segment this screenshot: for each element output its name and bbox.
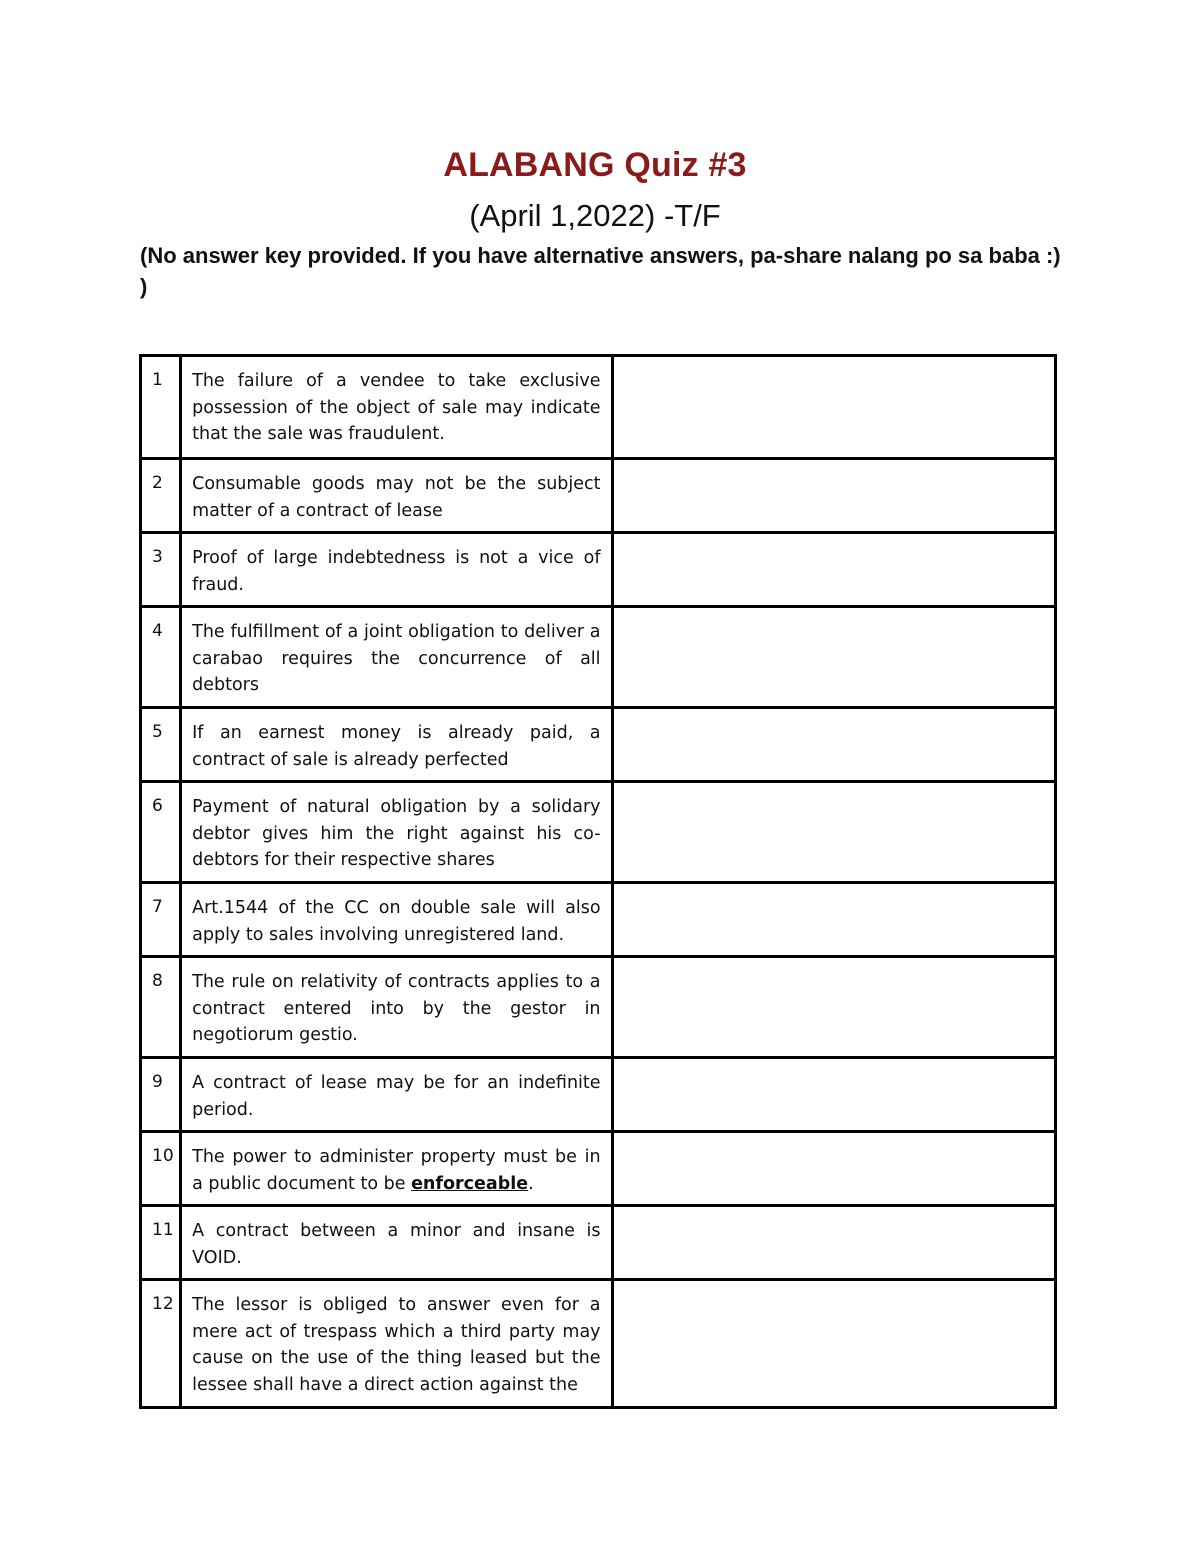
question-text: The failure of a vendee to take exclusive possession of the object of sale may indicate that the sale was fraudulent. [192, 371, 601, 444]
table-row [141, 957, 1056, 1058]
question-text: Payment of natural obligation by a solidary debtor gives him the right against his co-debtors for their respective shares [192, 797, 601, 870]
question-text: The lessor is obliged to answer even for a mere act of trespass which a third party may cause on the use of the thing leased but the lessee shall have a direct action against the [192, 1295, 601, 1395]
question-text [182, 1133, 610, 1203]
answer-cell[interactable] [612, 607, 1055, 708]
question-number: 4 [152, 621, 163, 641]
table-row [141, 1280, 1056, 1408]
answer-cell[interactable] [612, 782, 1055, 883]
answer-cell[interactable] [612, 356, 1055, 459]
question-cell [181, 883, 612, 957]
question-number: 1 [152, 370, 163, 390]
emphasized-word: enforceable [411, 1173, 529, 1194]
question-number-cell [141, 607, 181, 708]
question-cell [181, 1058, 612, 1132]
quiz-note: (No answer key provided. If you have alternative answers, pa-share nalang po sa baba :) ) [140, 243, 1061, 299]
answer-cell[interactable] [612, 459, 1055, 533]
question-cell [181, 1132, 612, 1206]
table-row [141, 356, 1056, 459]
table-row [141, 1132, 1056, 1206]
question-number: 10 [152, 1146, 174, 1166]
question-number: 3 [152, 547, 163, 567]
question-cell [181, 459, 612, 533]
question-number: 7 [152, 897, 163, 917]
answer-cell[interactable] [612, 533, 1055, 607]
answer-cell[interactable] [612, 883, 1055, 957]
question-cell [181, 708, 612, 782]
question-cell [181, 356, 612, 459]
question-number-cell [141, 957, 181, 1058]
table-row [141, 459, 1056, 533]
table-row [141, 1058, 1056, 1132]
question-number-cell [141, 1132, 181, 1206]
question-cell [181, 607, 612, 708]
quiz-table [139, 354, 1057, 1409]
question-text-part: . [528, 1173, 534, 1194]
question-number-cell [141, 459, 181, 533]
table-row [141, 1206, 1056, 1280]
question-text: If an earnest money is already paid, a contract of sale is already perfected [192, 723, 601, 770]
question-text: Consumable goods may not be the subject matter of a contract of lease [192, 474, 601, 521]
question-number: 6 [152, 796, 163, 816]
answer-cell[interactable] [612, 1058, 1055, 1132]
question-cell [181, 957, 612, 1058]
question-cell [181, 782, 612, 883]
question-number-cell [141, 708, 181, 782]
question-text: The rule on relativity of contracts applies to a contract entered into by the gestor in negotiorum gestio. [192, 972, 601, 1045]
table-row [141, 533, 1056, 607]
question-text: The fulfillment of a joint obligation to deliver a carabao requires the concurrence of all debtors [192, 622, 601, 695]
table-row [141, 708, 1056, 782]
question-text: A contract between a minor and insane is VOID. [192, 1221, 601, 1268]
quiz-date: (April 1,2022) -T/F [469, 198, 721, 233]
question-number-cell [141, 1058, 181, 1132]
quiz-title: ALABANG Quiz #3 [443, 146, 747, 184]
question-number-cell [141, 533, 181, 607]
question-cell [181, 1206, 612, 1280]
answer-cell[interactable] [612, 1280, 1055, 1408]
question-number-cell [141, 356, 181, 459]
question-text: Proof of large indebtedness is not a vice of fraud. [192, 548, 601, 595]
question-number-cell [141, 883, 181, 957]
table-row [141, 607, 1056, 708]
question-number: 11 [152, 1220, 174, 1240]
question-number-cell [141, 1280, 181, 1408]
question-number: 5 [152, 722, 163, 742]
question-text: Art.1544 of the CC on double sale will also apply to sales involving unregistered land. [192, 898, 601, 945]
answer-cell[interactable] [612, 1132, 1055, 1206]
question-number: 9 [152, 1072, 163, 1092]
question-number: 12 [152, 1294, 174, 1314]
answer-cell[interactable] [612, 1206, 1055, 1280]
answer-cell[interactable] [612, 708, 1055, 782]
question-text: A contract of lease may be for an indefinite period. [192, 1073, 601, 1120]
question-text-part: The power to administer property must be in a public document to be [192, 1147, 601, 1194]
question-number-cell [141, 1206, 181, 1280]
question-cell [181, 533, 612, 607]
table-row [141, 782, 1056, 883]
question-number-cell [141, 782, 181, 883]
answer-cell[interactable] [612, 957, 1055, 1058]
table-row [141, 883, 1056, 957]
question-number: 8 [152, 971, 163, 991]
question-cell [181, 1280, 612, 1408]
question-number: 2 [152, 473, 163, 493]
